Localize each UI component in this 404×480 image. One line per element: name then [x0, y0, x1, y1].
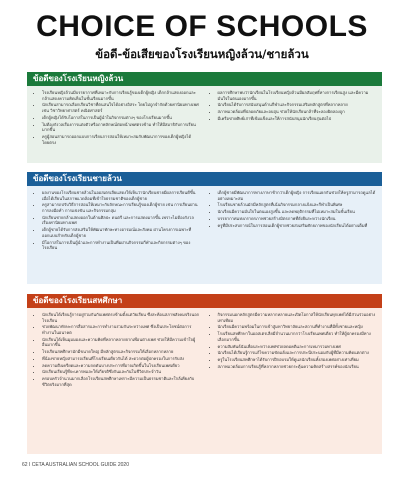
bullet-item: • โรงเรียนชายล้วนมักมีหลักสูตรที่เน้นกิจกรรมกลางแจ้งและกีฬาเป็นพิเศษ — [218, 202, 377, 208]
bullet-item: • พี่น้องชายหญิงสามารถเรียนที่โรงเรียนเดียวกันได้ สะดวกต่อผู้ปกครองในการรับส่ง — [42, 356, 201, 362]
bullet-item: • นักเรียนได้เห็นมุมมองและความคิดที่หลากหลายจากเพื่อนต่างเพศ ช่วยให้มีความเข้าใจผู้อื่นมากขึ้น — [42, 337, 201, 348]
bullet-item: • โรงเรียนหญิงล้วนมีบรรยากาศที่เหมาะกับการเรียนรู้ของเด็กผู้หญิง เด็กกล้าแสดงออกและกล้าแสดงความคิดเห็นในชั้นเรียนมากขึ้น — [42, 90, 201, 101]
bullet-list — [33, 312, 201, 387]
bullet-item: • ไม่ต้องกังวลเรื่องการแต่งตัวหรือภาพลักษณ์ต่อหน้าเพศตรงข้าม ทำให้มีสมาธิกับการเรียนมากขึ้น — [42, 122, 201, 133]
section-coed — [27, 294, 382, 454]
bullet-item: • นักเรียนมีความมั่นใจในตนเองสูงขึ้น และลดพฤติกรรมที่ไม่เหมาะสมในชั้นเรียน — [218, 209, 377, 215]
section-coed-heading: ข้อดีของโรงเรียนสหศึกษา — [27, 294, 382, 308]
bullet-item: • กิจกรรมนอกหลักสูตรมีความหลากหลายและเปิดโอกาสให้นักเรียนทุกเพศได้มีส่วนร่วมอย่างเท่าเทียม — [218, 312, 377, 323]
bullet-list — [209, 190, 377, 228]
bullet-item: • โรงเรียนสหศึกษาในออสเตรเลียมีจำนวนมากกว่าโรงเรียนเพศเดียว ทำให้ผู้ปกครองมีทางเลือกมากขึ้น — [218, 331, 377, 342]
bullet-list — [209, 312, 377, 369]
bullet-item: • สภาพแวดล้อมการเรียนรู้ที่หลากหลายช่วยกระตุ้นความคิดสร้างสรรค์ของนักเรียน — [218, 364, 377, 370]
bullet-item: • มีเครือข่ายศิษย์เก่าที่เข้มแข็งและให้การสนับสนุนนักเรียนรุ่นต่อไป — [218, 116, 377, 122]
bullet-item: • ผลการศึกษาพบว่านักเรียนในโรงเรียนหญิงล้วนมีผลสัมฤทธิ์ทางการเรียนสูง และมีความมั่นใจในตนเองมากขึ้น — [218, 90, 377, 101]
bullet-list — [33, 190, 201, 251]
section-boys-heading: ข้อดีของโรงเรียนชายล้วน — [27, 172, 382, 186]
section-coed-left-column — [33, 312, 205, 389]
page-title: CHOICE OF SCHOOLS — [36, 10, 368, 43]
section-girls-left-column — [33, 90, 205, 146]
section-girls-heading: ข้อดีของโรงเรียนหญิงล้วน — [27, 72, 382, 86]
bullet-item: • นักเรียนสามารถเลือกเรียนวิชาที่ตนสนใจได้อย่างอิสระ โดยไม่ถูกจำกัดด้วยค่านิยมทางเพศ เช่น วิชาวิทยาศาสตร์ คณิตศาสตร์ — [42, 102, 201, 113]
bullet-item: • ครูสามารถปรับวิธีการสอนให้เหมาะกับลักษณะการเรียนรู้ของเด็กผู้ชาย เช่น การเรียนผ่านการลงมือทำ การแข่งขัน และกิจกรรมกลุ่ม — [42, 202, 201, 213]
page-footer: 62 I CETA AUSTRALIAN SCHOOL GUIDE 2020 — [22, 462, 129, 468]
bullet-item: • นักเรียนได้เรียนรู้การอยู่ร่วมกันกับเพศตรงข้ามตั้งแต่วัยเรียน ซึ่งสะท้อนสภาพสังคมจริงนอกโรงเรียน — [42, 312, 201, 323]
bullet-item: • ครูที่มีประสบการณ์ในการสอนเด็กผู้ชายช่วยส่งเสริมศักยภาพของนักเรียนได้อย่างเต็มที่ — [218, 223, 377, 229]
bullet-item: • ความสัมพันธ์ฉันเพื่อนระหว่างเพศช่วยลดอคติและการเหมารวมทางเพศ — [218, 344, 377, 350]
bullet-item: • เด็กผู้ชายได้รับการส่งเสริมให้พัฒนาทักษะทางอารมณ์และสังคม ผ่านโครงการเฉพาะที่ออกแบบสำหรับเด็กผู้ชาย — [42, 227, 201, 238]
bullet-item: • โรงเรียนสหศึกษามักมีขนาดใหญ่ มีหลักสูตรและกิจกรรมให้เลือกหลากหลาย — [42, 349, 201, 355]
section-boys-left-column — [33, 190, 205, 252]
section-girls-body — [27, 86, 382, 150]
bullet-item: • มีโอกาสในการเป็นผู้นำและการทำงานเป็นทีมผ่านกิจกรรมกีฬาและกิจกรรมต่างๆ ของโรงเรียน — [42, 240, 201, 251]
bullet-item: • ครูผู้สอนสามารถออกแบบการเรียนการสอนให้เหมาะสมกับพัฒนาการของเด็กผู้หญิงได้โดยตรง — [42, 134, 201, 145]
bullet-item: • นักเรียนได้รับการสนับสนุนด้านกีฬาและกิจกรรมเสริมหลักสูตรที่หลากหลาย — [218, 102, 377, 108]
bullet-item: • ผลงานของโรงเรียนชายล้วนในออสเตรเลียแสดงให้เห็นว่านักเรียนชายมีผลการเรียนดีขึ้นเมื่อได้เรียนในสภาพแวดล้อมที่เข้าใจธรรมชาติของเด็กผู้ชาย — [42, 190, 201, 201]
bullet-item: • นักเรียนมีความพร้อมในการเข้าสู่มหาวิทยาลัยและสถานที่ทำงานที่มีทั้งชายและหญิง — [218, 324, 377, 330]
bullet-list — [33, 90, 201, 145]
section-girls-right-column — [205, 90, 377, 146]
bullet-item: • นักเรียนเรียนรู้ที่จะเคารพและให้เกียรติซึ่งกันและกันในชีวิตประจำวัน — [42, 369, 201, 375]
section-boys-body — [27, 186, 382, 256]
section-coed-right-column — [205, 312, 377, 389]
bullet-item: • ครอบครัวจำนวนมากเลือกโรงเรียนสหศึกษาเพราะมีความเป็นธรรมชาติและใกล้เคียงกับชีวิตจริงมากที่สุด — [42, 376, 201, 387]
bullet-item: • บรรยากาศแห่งภราดรภาพช่วยสร้างมิตรภาพที่ยั่งยืนระหว่างนักเรียน — [218, 216, 377, 222]
bullet-item: • นักเรียนได้เรียนรู้การแก้ไขความขัดแย้งและการประนีประนอมกับผู้ที่มีความคิดแตกต่าง — [218, 350, 377, 356]
bullet-item: • เด็กผู้หญิงได้รับโอกาสในการเป็นผู้นำในกิจกรรมต่างๆ ของโรงเรียนมากขึ้น — [42, 115, 201, 121]
page-subtitle: ข้อดี-ข้อเสียของโรงเรียนหญิงล้วน/ชายล้วน — [95, 47, 309, 61]
bullet-item: • สภาพแวดล้อมที่ปลอดภัยและอบอุ่น ช่วยให้นักเรียนกล้าที่จะลองผิดลองถูก — [218, 109, 377, 115]
section-boys — [27, 172, 382, 284]
bullet-list — [209, 90, 377, 122]
bullet-item: • ครูในโรงเรียนสหศึกษาได้รับการฝึกอบรมให้ดูแลนักเรียนทั้งสองเพศอย่างเท่าเทียม — [218, 357, 377, 363]
section-coed-body — [27, 308, 382, 393]
bullet-item: • นักเรียนชายกล้าแสดงออกในด้านศิลปะ ดนตรี และการแสดงมากขึ้น เพราะไม่ต้องกังวลเรื่องค่านิยมทางเพศ — [42, 215, 201, 226]
section-girls — [27, 72, 382, 163]
bullet-item: • ช่วยพัฒนาทักษะการสื่อสารและการทำงานร่วมกันระหว่างเพศ ซึ่งเป็นประโยชน์ต่อการทำงานในอนาคต — [42, 324, 201, 335]
bullet-item: • เด็กผู้ชายมีพัฒนาการทางภาษาช้ากว่าเด็กผู้หญิง การเรียนแยกกันช่วยให้ครูสามารถดูแลได้อย่างเหมาะสม — [218, 190, 377, 201]
section-boys-right-column — [205, 190, 377, 252]
bullet-item: • ลดความตึงเครียดและความกดดันบางประการที่อาจเกิดขึ้นในโรงเรียนเพศเดียว — [42, 363, 201, 369]
